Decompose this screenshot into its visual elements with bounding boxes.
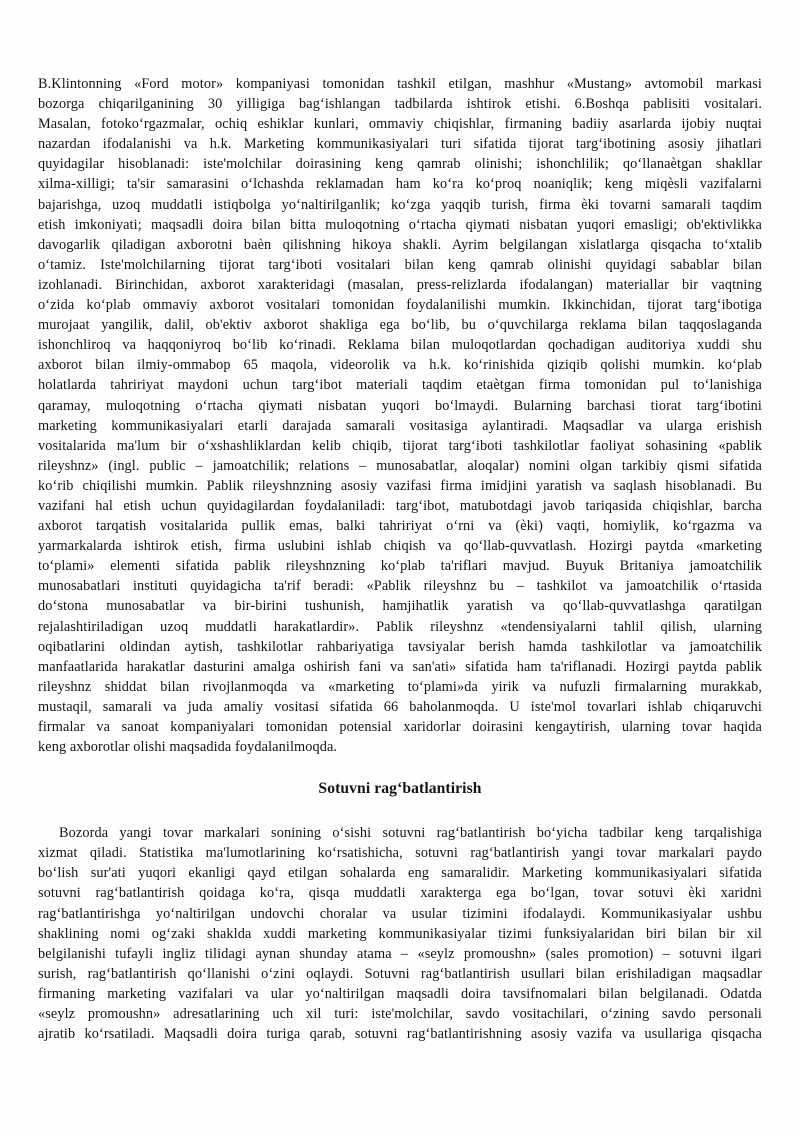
- text-line: bozorga chiqarilganining 30 yilligiga bag‘ishlangan tadbilarda ishtirok etishi. 6.Boshqa pablisiti vositalari.: [38, 96, 762, 113]
- text-line: marketing kommunikasiyalari etarli darajada samarali vositasiga aylantiradi. Maqsadlar va ularga erishish: [38, 417, 762, 434]
- text-line: firmaning marketing vazifalari va ular yo‘naltirilgan maqsadli doira tavsifnomalari bilan belgilanadi. Odatda: [38, 985, 762, 1002]
- text-line: rileyshnz» (ingl. public – jamoatchilik; relations – munosabatlar, aloqalar) nomini olgan tarkibiy qismi sifatida: [38, 457, 762, 474]
- text-line: «seylz promoushn» adresatlarining uch xil turi: iste'molchilar, savdo vositachilari, o‘zining savdo personali: [38, 1006, 762, 1023]
- text-line: do‘stona munosabatlar va bir-birini tushunish, hamjihatlik yaratish va qo‘llab-quvvatlashga qaratilgan: [38, 598, 762, 615]
- text-line: mustaqil, samarali va juda amaliy vositasi sifatida 66 baholanmoqda. U iste'mol tovarlari ishlab chiqaruvchi: [38, 698, 762, 715]
- text-line: shaklining nomi og‘zaki shaklda xuddi marketing kommunikasiyalar tizimi funksiyalaridan biri bilan bir xil: [38, 925, 762, 942]
- text-line: xilma-xilligi; ta'sir samarasini o‘lchashda reklamadan ham ko‘ra ko‘proq noaniqlik; keng miqèsli vazifalarni: [38, 176, 762, 193]
- text-line: manfaatlarida harakatlar dasturini amalga oshirish fani va san'ati» sifatida ham ta'riflanadi. Hozirgi paytda pablik: [38, 658, 762, 675]
- text-line: murojaat yangilik, dalil, ob'ektiv axborot shakliga ega bo‘lib, bu o‘quvchilarga reklama bilan taqqoslaganda: [38, 317, 762, 334]
- text-line: B.Klintonning «Ford motor» kompaniyasi tomonidan tashkil etilgan, mashhur «Mustang» avtomobil markasi: [38, 76, 762, 92]
- text-line: vazifani hal etish uchun quyidagilardan foydalaniladi: targ‘ibot, matubotdagi javob tariqasida chiqishlar, barcha: [38, 497, 762, 514]
- text-line: bajarishga, uzoq muddatli istiqbolga yo‘naltirilganlik; ko‘zga yaqqib turish, firma èki tovarni samarali taqdim: [38, 196, 762, 213]
- text-line: quyidagilar hisoblanadi: iste'molchilar doirasining keng qamrab olinishi; ishonchlilik; qo‘llanaètgan shakllar: [38, 156, 762, 173]
- text-line: firmalar va sanoat kompaniyalari tomonidan potensial xaridorlar doirasini kengaytirish, ularning tovar haqida: [38, 719, 762, 735]
- text-line: to‘plami» elementi sifatida pablik rileyshnzning ko‘plab ta'riflari mavjud. Buyuk Britaniya jamoatchilik: [38, 558, 762, 575]
- text-line: davogarlik qiladigan axborotni baèn qilishning hikoya shakli. Ayrim belgilangan xislatlarga qisqacha to‘xtalib: [38, 236, 762, 253]
- text-line: oqibatlarini oldindan aytish, tashkilotlar rahbariyatiga tavsiyalar berish hamda tashkilotlar va jamoatchilik: [38, 638, 762, 655]
- text-line: ajratib ko‘rsatiladi. Maqsadli doira turiga qarab, sotuvni rag‘batlantirishning asosiy vazifa va usullariga qisqacha: [38, 1026, 762, 1043]
- text-line: Masalan, fotoko‘rgazmalar, ochiq eshiklar kunlari, ommaviy chiqishlar, firmaning badiiy asarlarda ijobiy nuqtai: [38, 116, 762, 133]
- text-line: yarmarkalarda ishtirok etish, firma uslubini ishlab chiqish va qo‘llab-quvvatlash. Hozirgi paytda «marketing: [38, 538, 762, 555]
- paragraph-marketing-communications: [38, 74, 762, 757]
- text-line: etish imkoniyati; maqsadli doira bilan bitta muloqotning o‘rtacha qiymati nisbatan yuqori emasligi; ob'ektivlikka: [38, 216, 762, 233]
- text-line: rejalashtiriladigan uzoq muddatli harakatlardir». Pablik rileyshnz «tendensiyalarni tahlil qilish, ularning: [38, 618, 762, 635]
- text-line: ishonchliroq va haqqoniyroq bo‘lib ko‘rinadi. Reklama bilan muloqotlardan qochadigan auditoriya xuddi shu: [38, 337, 762, 354]
- text-line: sotuvni rag‘batlantirish qoidaga ko‘ra, qisqa muddatli xarakterga ega bo‘lgan, tovar sotuvi èki xaridni: [38, 885, 762, 902]
- text-line: qaramay, muloqotning o‘rtacha qiymati nisbatan yuqori bo‘lmaydi. Bularning barchasi tiorat targ‘ibotini: [38, 397, 762, 414]
- text-line: bo‘lish sur'ati yuqori ekanligi qayd etilgan sohalarda eng samaralidir. Marketing kommunikasiyalari sifatida: [38, 865, 762, 882]
- text-line: izohlanadi. Birinchidan, axborot xarakteridagi (masalan, press-relizlarda ifodalangan) materiallar bir vaqtning: [38, 276, 762, 293]
- section-heading: Sotuvni rag‘batlantirish: [318, 780, 482, 798]
- text-line: xizmat qiladi. Statistika ma'lumotlarining ko‘rsatishicha, sotuvni rag‘batlantirish yangi tovar markalari paydo: [38, 845, 762, 862]
- text-line: munosabatlari instituti quyidagicha ta'rif beradi: «Pablik rileyshnz bu – tashkilot va jamoatchilik o‘rtasida: [38, 578, 762, 595]
- text-line: belgilanishi tufayli ingliz tilidagi aynan shunday atama – «seylz promoushn» (sales promotion) – sotuvni ilgari: [38, 945, 762, 962]
- text-line: holatlarda tahririyat maydoni uchun targ‘ibot materiali taqdim etaètgan firma tomonidan pul to‘lanishiga: [38, 377, 762, 394]
- text-line: rag‘batlantirishga yo‘naltirilgan undovchi choralar va usular tizimini ifodalaydi. Kommunikasiyalar ushbu: [38, 905, 762, 922]
- text-line: ko‘rib chiqilishi mumkin. Pablik rileyshnzning asosiy vazifasi firma imidjini yaratish va saqlash hisoblanadi. Bu: [38, 477, 762, 494]
- paragraph-sales-promotion: [38, 823, 762, 1044]
- text-line: rileyshnz shiddat bilan rivojlanmoqda va «marketing to‘plami»da yirik va nufuzli firmalarning murakkab,: [38, 678, 762, 695]
- text-line: Bozorda yangi tovar markalari sonining o‘sishi sotuvni rag‘batlantirish bo‘yicha tadbilar keng tarqalishiga: [59, 825, 762, 842]
- text-line: o‘zida ko‘plab ommaviy axborot vositalari tomonidan foydalanilishi mumkin. Ikkinchidan, tijorat targ‘ibotiga: [38, 297, 762, 314]
- text-line: keng axborotlar olishi maqsadida foydalanilmoqda.: [38, 739, 338, 756]
- text-line: o‘tamiz. Iste'molchilarning tijorat targ‘iboti vositalari bilan keng qamrab olinishi quyidagi sabablar bilan: [38, 256, 762, 273]
- text-line: vositalarida ma'lum bir o‘xshashliklardan kelib chiqib, tijorat targ‘iboti tashkilotlar faoliyat sohasining «pablik: [38, 437, 762, 454]
- text-line: nazardan ifodalanishi va h.k. Marketing kommunikasiyalari turi sifatida tijorat targ‘ibotining asosiy jihatlari: [38, 136, 762, 153]
- text-line: surish, rag‘batlantirish qo‘llanishi o‘zini oqlaydi. Sotuvni rag‘batlantirish usullari bilan erishiladigan maqsadlar: [38, 965, 762, 982]
- text-line: axborot bilan ilmiy-ommabop 65 maqola, videorolik va h.k. ko‘rinishida qiziqib qolishi mumkin. ko‘plab: [38, 357, 762, 374]
- text-line: axborot tarqatish vositalarida pullik emas, balki tahririyat o‘rni va (èki) vaqti, homiylik, ko‘rgazma va: [38, 518, 762, 535]
